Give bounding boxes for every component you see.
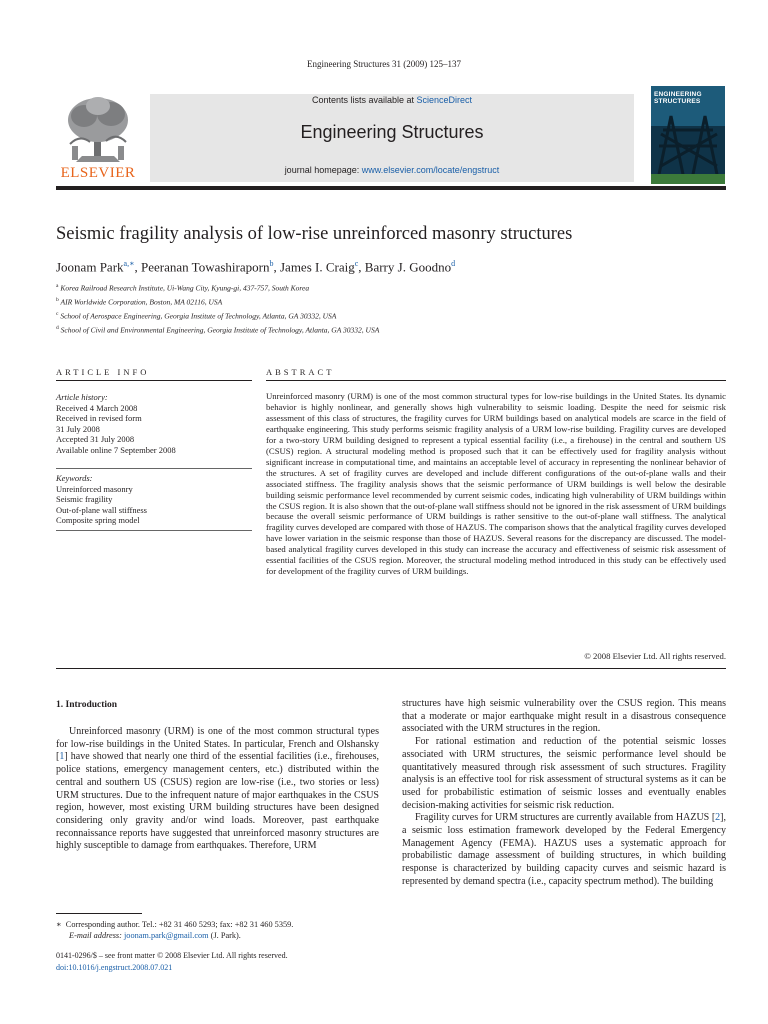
footnote-divider: [56, 913, 142, 914]
history-entry: Received in revised form: [56, 413, 142, 423]
intro-paragraph-3: [402, 812, 726, 888]
affiliation: [56, 283, 309, 293]
abstract-label: ABSTRACT: [266, 367, 335, 377]
cover-title-line1: ENGINEERING: [654, 91, 702, 98]
elsevier-wordmark: ELSEVIER: [60, 165, 136, 181]
intro-p1-text-b: ] have showed that nearly one third of the essential facilities (i.e., firehouses, police stations, emergency management centers, etc.) distributed within the central and southern US (CSUS) region are low-rise (i.e., two stories or less) URM structures. Due to the infrequent nature of major earthquakes in the CSUS region, however, most existing URM building structures have been designed considering only gravity and/or wind loads. Moreover, past earthquake reconnaissance reports have suggested that unreinforced masonry structures are highly susceptible to damage from earthquakes. Therefore, URM: [56, 751, 379, 852]
keyword: Seismic fragility: [56, 494, 113, 504]
homepage-link[interactable]: www.elsevier.com/locate/engstruct: [361, 165, 500, 175]
email-note: [69, 931, 241, 940]
footnote-star: ∗: [56, 920, 62, 929]
author-separator: ,: [134, 259, 142, 275]
affiliation-text: School of Civil and Environmental Engineering, Georgia Institute of Technology, Atlanta, GA 30332, USA: [60, 325, 380, 335]
author-list: [56, 259, 455, 275]
history-divider: [56, 468, 252, 469]
abstract-divider: [266, 380, 726, 381]
author-name: Joonam Park: [56, 259, 124, 275]
author-separator: ,: [358, 259, 365, 275]
keywords-heading: Keywords:: [56, 473, 93, 483]
history-entry: Available online 7 September 2008: [56, 444, 176, 455]
section-heading-introduction: 1. Introduction: [56, 700, 118, 710]
history-entry: 31 July 2008: [56, 423, 100, 434]
contents-prefix: Contents lists available at: [311, 95, 417, 105]
keyword: Unreinforced masonry: [56, 483, 133, 494]
email-label: E-mail address:: [69, 931, 124, 940]
intro-p1-text-a: Unreinforced masonry (URM) is one of the most common structural types for low-rise buildings in the United States. In particular, French and Olshansky [: [56, 726, 379, 763]
affiliation-mark: b: [56, 297, 59, 303]
history-entry: Received 4 March 2008: [56, 402, 138, 413]
abstract-text: Unreinforced masonry (URM) is one of the most common structural types for low-rise buildings in the United States. Its dynamic behavior is highly nonlinear, and generally shows high vulnerability to seismic loading. Despite the need for seismic risk assessment of this class of structures, the fragility curves for URM buildings based on analytical models are scarce in the field of earthquake engineering. This study performs seismic fragility analysis of a URM low-rise building. Fragility curves are developed for a two-story URM building designed to represent a typical essential facility (i.e., a firehouse) in the central and southern US (CSUS) region. A structural modeling method is proposed such that it can be effectively used for fragility analysis without significant increase in computational time, and maintains an acceptable level of accuracy in representing the nonlinear behavior of the structures. A set of fragility curves are developed and include different configurations of the out-of-plane walls and their associated stiffness. The fragility analysis shows that the seismic performance of URM buildings is well below the desirable building seismic performance level recommended by current seismic codes, indicating high vulnerability of URM buildings within the CSUS region. It is also shown that the out-of-plane wall stiffness should not be ignored in the risk assessment of URM buildings because the overall seismic performance of URM buildings is rather sensitive to the out-of-plane wall stiffness. The analytical fragility curves developed are compared with those of HAZUS. The comparison shows that the analytical fragility curves developed have lower variation in the seismic response than those of HAZUS. Several reasons for the discrepancy are discussed. The model-based analytical fragility curves developed in this study can increase the accuracy and effectiveness of seismic risk assessment of essential facilities of the CSUS region. Moreover, the structural modeling method introduced in this study can be effectively used for development of the fragility curves of URM buildings.: [266, 391, 726, 577]
elsevier-logo[interactable]: [56, 86, 140, 184]
keyword: Composite spring model: [56, 515, 140, 525]
contents-availability: [150, 95, 634, 105]
journal-citation: Engineering Structures 31 (2009) 125–137: [307, 59, 461, 69]
affiliation-mark: c: [56, 311, 59, 317]
homepage-prefix: journal homepage:: [284, 165, 362, 175]
affiliation-text: AIR Worldwide Corporation, Boston, MA 02116, USA: [60, 297, 223, 307]
article-history: [56, 392, 252, 455]
history-entry: Accepted 31 July 2008: [56, 434, 135, 444]
author-name: Barry J. Goodno: [364, 259, 452, 275]
article-info-label: ARTICLE INFO: [56, 367, 150, 377]
author-name: Peeranan Towashiraporn: [141, 259, 270, 275]
body-column-right: [402, 698, 726, 889]
intro-paragraph-2: For rational estimation and reduction of the potential seismic losses associated with URM structures, the seismic performance level should be quantitatively measured through risk assessment of such structures. Fragility analysis is an effective tool for risk assessment of structural systems as it can be used for probabilistic estimation of seismic losses and eventually enables decision-making activities for seismic risk reduction.: [402, 736, 726, 811]
abstract-bottom-divider: [56, 668, 726, 669]
sciencedirect-link[interactable]: ScienceDirect: [416, 95, 473, 105]
intro-paragraph-1: [56, 726, 379, 853]
history-heading: Article history:: [56, 392, 108, 402]
header-divider: [56, 186, 726, 190]
intro-p3-text-b: ], a seismic loss estimation framework developed by the Federal Emergency Management Agency (FEMA). HAZUS uses a systematic approach for probabilistic damage assessment of building structures, in which building response is characterized by building capacity curves and seismic hazard is represented by demand spectra (i.e., capacity spectrum method). The building: [402, 812, 726, 887]
author-affiliation-mark[interactable]: a,∗: [123, 259, 135, 268]
reference-link-2[interactable]: 2: [715, 812, 721, 824]
keywords-divider: [56, 530, 252, 531]
intro-p3-text-a: Fragility curves for URM structures are currently available from HAZUS [: [415, 812, 716, 824]
author-affiliation-mark[interactable]: c: [354, 259, 359, 268]
issn-line: 0141-0296/$ – see front matter © 2008 Elsevier Ltd. All rights reserved.: [56, 951, 288, 960]
cover-title-line2: STRUCTURES: [654, 98, 701, 105]
reference-link-1[interactable]: 1: [59, 751, 65, 763]
abstract-copyright: © 2008 Elsevier Ltd. All rights reserved.: [584, 651, 726, 661]
affiliation: [56, 311, 336, 321]
doi-link[interactable]: doi:10.1016/j.engstruct.2008.07.021: [56, 963, 173, 972]
intro-paragraph-1-cont: structures have high seismic vulnerability over the CSUS region. This means that a moderate or major earthquake might result in a disastrous consequence associated with the URM structures in the region.: [402, 698, 726, 735]
affiliation-text: Korea Railroad Research Institute, Ui-Wang City, Kyung-gi, 437-757, South Korea: [60, 283, 310, 293]
journal-homepage: [150, 165, 634, 175]
article-info-divider: [56, 380, 252, 381]
affiliation-mark: d: [56, 325, 59, 331]
author-name: James I. Craig: [279, 259, 355, 275]
corresponding-author-note: [56, 919, 293, 929]
body-column-left: [56, 726, 379, 853]
keywords-block: [56, 473, 252, 526]
keyword: Out-of-plane wall stiffness: [56, 504, 147, 515]
cover-title: [654, 91, 702, 105]
corresponding-text: Corresponding author. Tel.: +82 31 460 5293; fax: +82 31 460 5359.: [65, 920, 294, 929]
paper-title: Seismic fragility analysis of low-rise unreinforced masonry structures: [56, 224, 573, 244]
affiliation: [56, 297, 222, 307]
keyword-list: [56, 484, 252, 526]
email-suffix: (J. Park).: [208, 931, 241, 940]
history-list: [56, 403, 252, 456]
affiliation-text: School of Aerospace Engineering, Georgia Institute of Technology, Atlanta, GA 30332, USA: [60, 311, 337, 321]
author-separator: ,: [273, 259, 280, 275]
email-link[interactable]: joonam.park@gmail.com: [124, 931, 209, 940]
journal-name: Engineering Structures: [300, 122, 484, 142]
affiliation: [56, 325, 379, 335]
author-affiliation-mark[interactable]: d: [451, 259, 456, 268]
affiliation-mark: a: [56, 283, 59, 289]
author-affiliation-mark[interactable]: b: [269, 259, 274, 268]
journal-cover-thumbnail[interactable]: [651, 86, 725, 184]
